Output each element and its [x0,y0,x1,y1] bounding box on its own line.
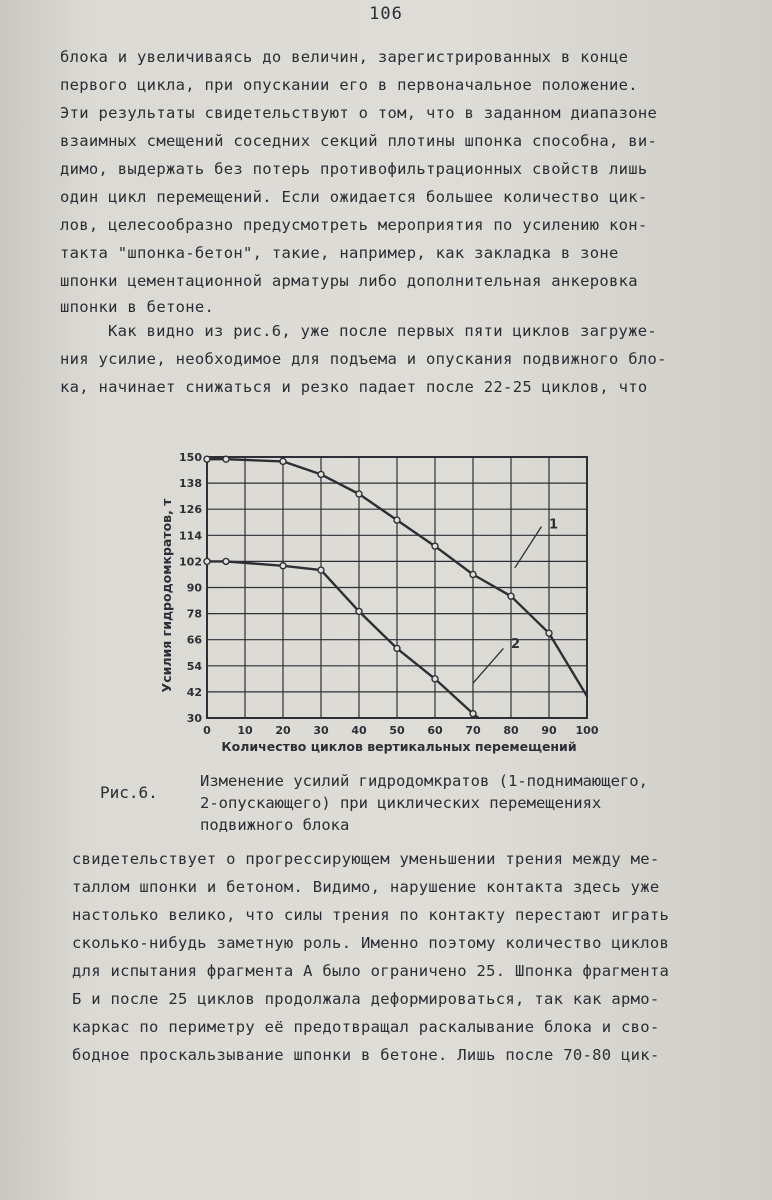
text-line: таллом шпонки и бетоном. Видимо, нарушение контакта здесь уже [72,878,660,896]
text-line: блока и увеличиваясь до величин, зарегистрированных в конце [60,48,629,66]
y-tick-label: 54 [186,659,202,673]
caption-line: 2-опускающего) при циклических перемещениях [200,794,602,812]
y-tick-label: 90 [186,581,202,595]
text-line: бодное проскальзывание шпонки в бетоне. Лишь после 70-80 цик- [72,1046,660,1064]
y-tick-label: 102 [179,555,202,569]
text-line: такта "шпонка-бетон", такие, например, как закладка в зоне [60,244,619,262]
y-tick-label: 78 [186,607,202,621]
x-tick-label: 100 [575,724,599,737]
text-line: Как видно из рис.6, уже после первых пяти циклов загруже- [108,322,658,340]
text-line: свидетельствует о прогрессирующем уменьшении трения между ме- [72,850,660,868]
text-line: сколько-нибудь заметную роль. Именно поэтому количество циклов [72,934,670,952]
text-line: для испытания фрагмента А было ограничено 25. Шпонка фрагмента [72,962,670,980]
x-tick-label: 60 [427,724,443,737]
y-tick-label: 150 [179,451,202,464]
text-line: каркас по периметру её предотвращал раскалывание блока и сво- [72,1018,660,1036]
series-1-point [223,456,229,462]
y-tick-label: 66 [186,633,202,647]
x-tick-label: 40 [351,724,367,737]
x-tick-label: 70 [465,724,481,737]
x-tick-label: 0 [203,724,211,737]
y-tick-label: 30 [186,712,202,725]
series-1-point [356,491,362,497]
series-1-point [508,593,514,599]
series-2-label: 2 [511,637,521,653]
series-1-point [394,517,400,523]
y-tick-label: 42 [186,685,202,699]
text-line: настолько велико, что силы трения по контакту перестают играть [72,906,670,924]
page-number: 106 [369,4,403,24]
text-line: Эти результаты свидетельствуют о том, что в заданном диапазоне [60,104,658,122]
series-1-label: 1 [549,517,559,533]
series-2-point [280,563,286,569]
x-tick-label: 10 [237,724,253,737]
y-tick-label: 138 [179,477,202,491]
series-1-point [280,458,286,464]
x-tick-label: 80 [503,724,519,737]
series-2-point [470,711,476,717]
series-2-line [207,561,492,729]
x-axis-title: Количество циклов вертикальных перемещений [221,739,577,754]
series-2-point [204,558,210,564]
text-line: димо, выдержать без потерь противофильтрационных свойств лишь [60,160,648,178]
series-2-point [394,645,400,651]
text-line: шпонки цементационной арматуры либо дополнительная анкеровка [60,272,638,290]
text-line: первого цикла, при опускании его в первоначальное положение. [60,76,638,94]
series-1-point [204,456,210,462]
text-line: ка, начинает снижаться и резко падает после 22-25 циклов, что [60,378,648,396]
caption-line: подвижного блока [200,816,350,834]
x-tick-label: 50 [389,724,405,737]
text-line: Б и после 25 циклов продолжала деформироваться, так как армо- [72,990,660,1008]
series-1-point [318,471,324,477]
series-2-point [223,558,229,564]
caption-label: Рис.6. [100,783,158,802]
x-tick-label: 20 [275,724,291,737]
series-1-point [546,630,552,636]
text-line: шпонки в бетоне. [60,298,215,316]
x-tick-label: 30 [313,724,329,737]
series-2-point [318,567,324,573]
text-line: взаимных смещений соседних секций плотины шпонка способна, ви- [60,132,658,150]
x-tick-label: 90 [541,724,557,737]
y-tick-label: 126 [179,503,202,517]
series-2-point [356,608,362,614]
series-1-point [470,571,476,577]
y-tick-label: 114 [179,529,202,543]
text-line: один цикл перемещений. Если ожидается большее количество цик- [60,188,648,206]
caption-line: Изменение усилий гидродомкратов (1-поднимающего, [200,772,648,790]
y-axis-title: Усилия гидродомкратов, т [159,498,174,693]
text-line: лов, целесообразно предусмотреть мероприятия по усилению кон- [60,216,648,234]
series-1-point [432,543,438,549]
text-line: ния усилие, необходимое для подъема и опускания подвижного бло- [60,350,667,368]
series-2-point [432,676,438,682]
